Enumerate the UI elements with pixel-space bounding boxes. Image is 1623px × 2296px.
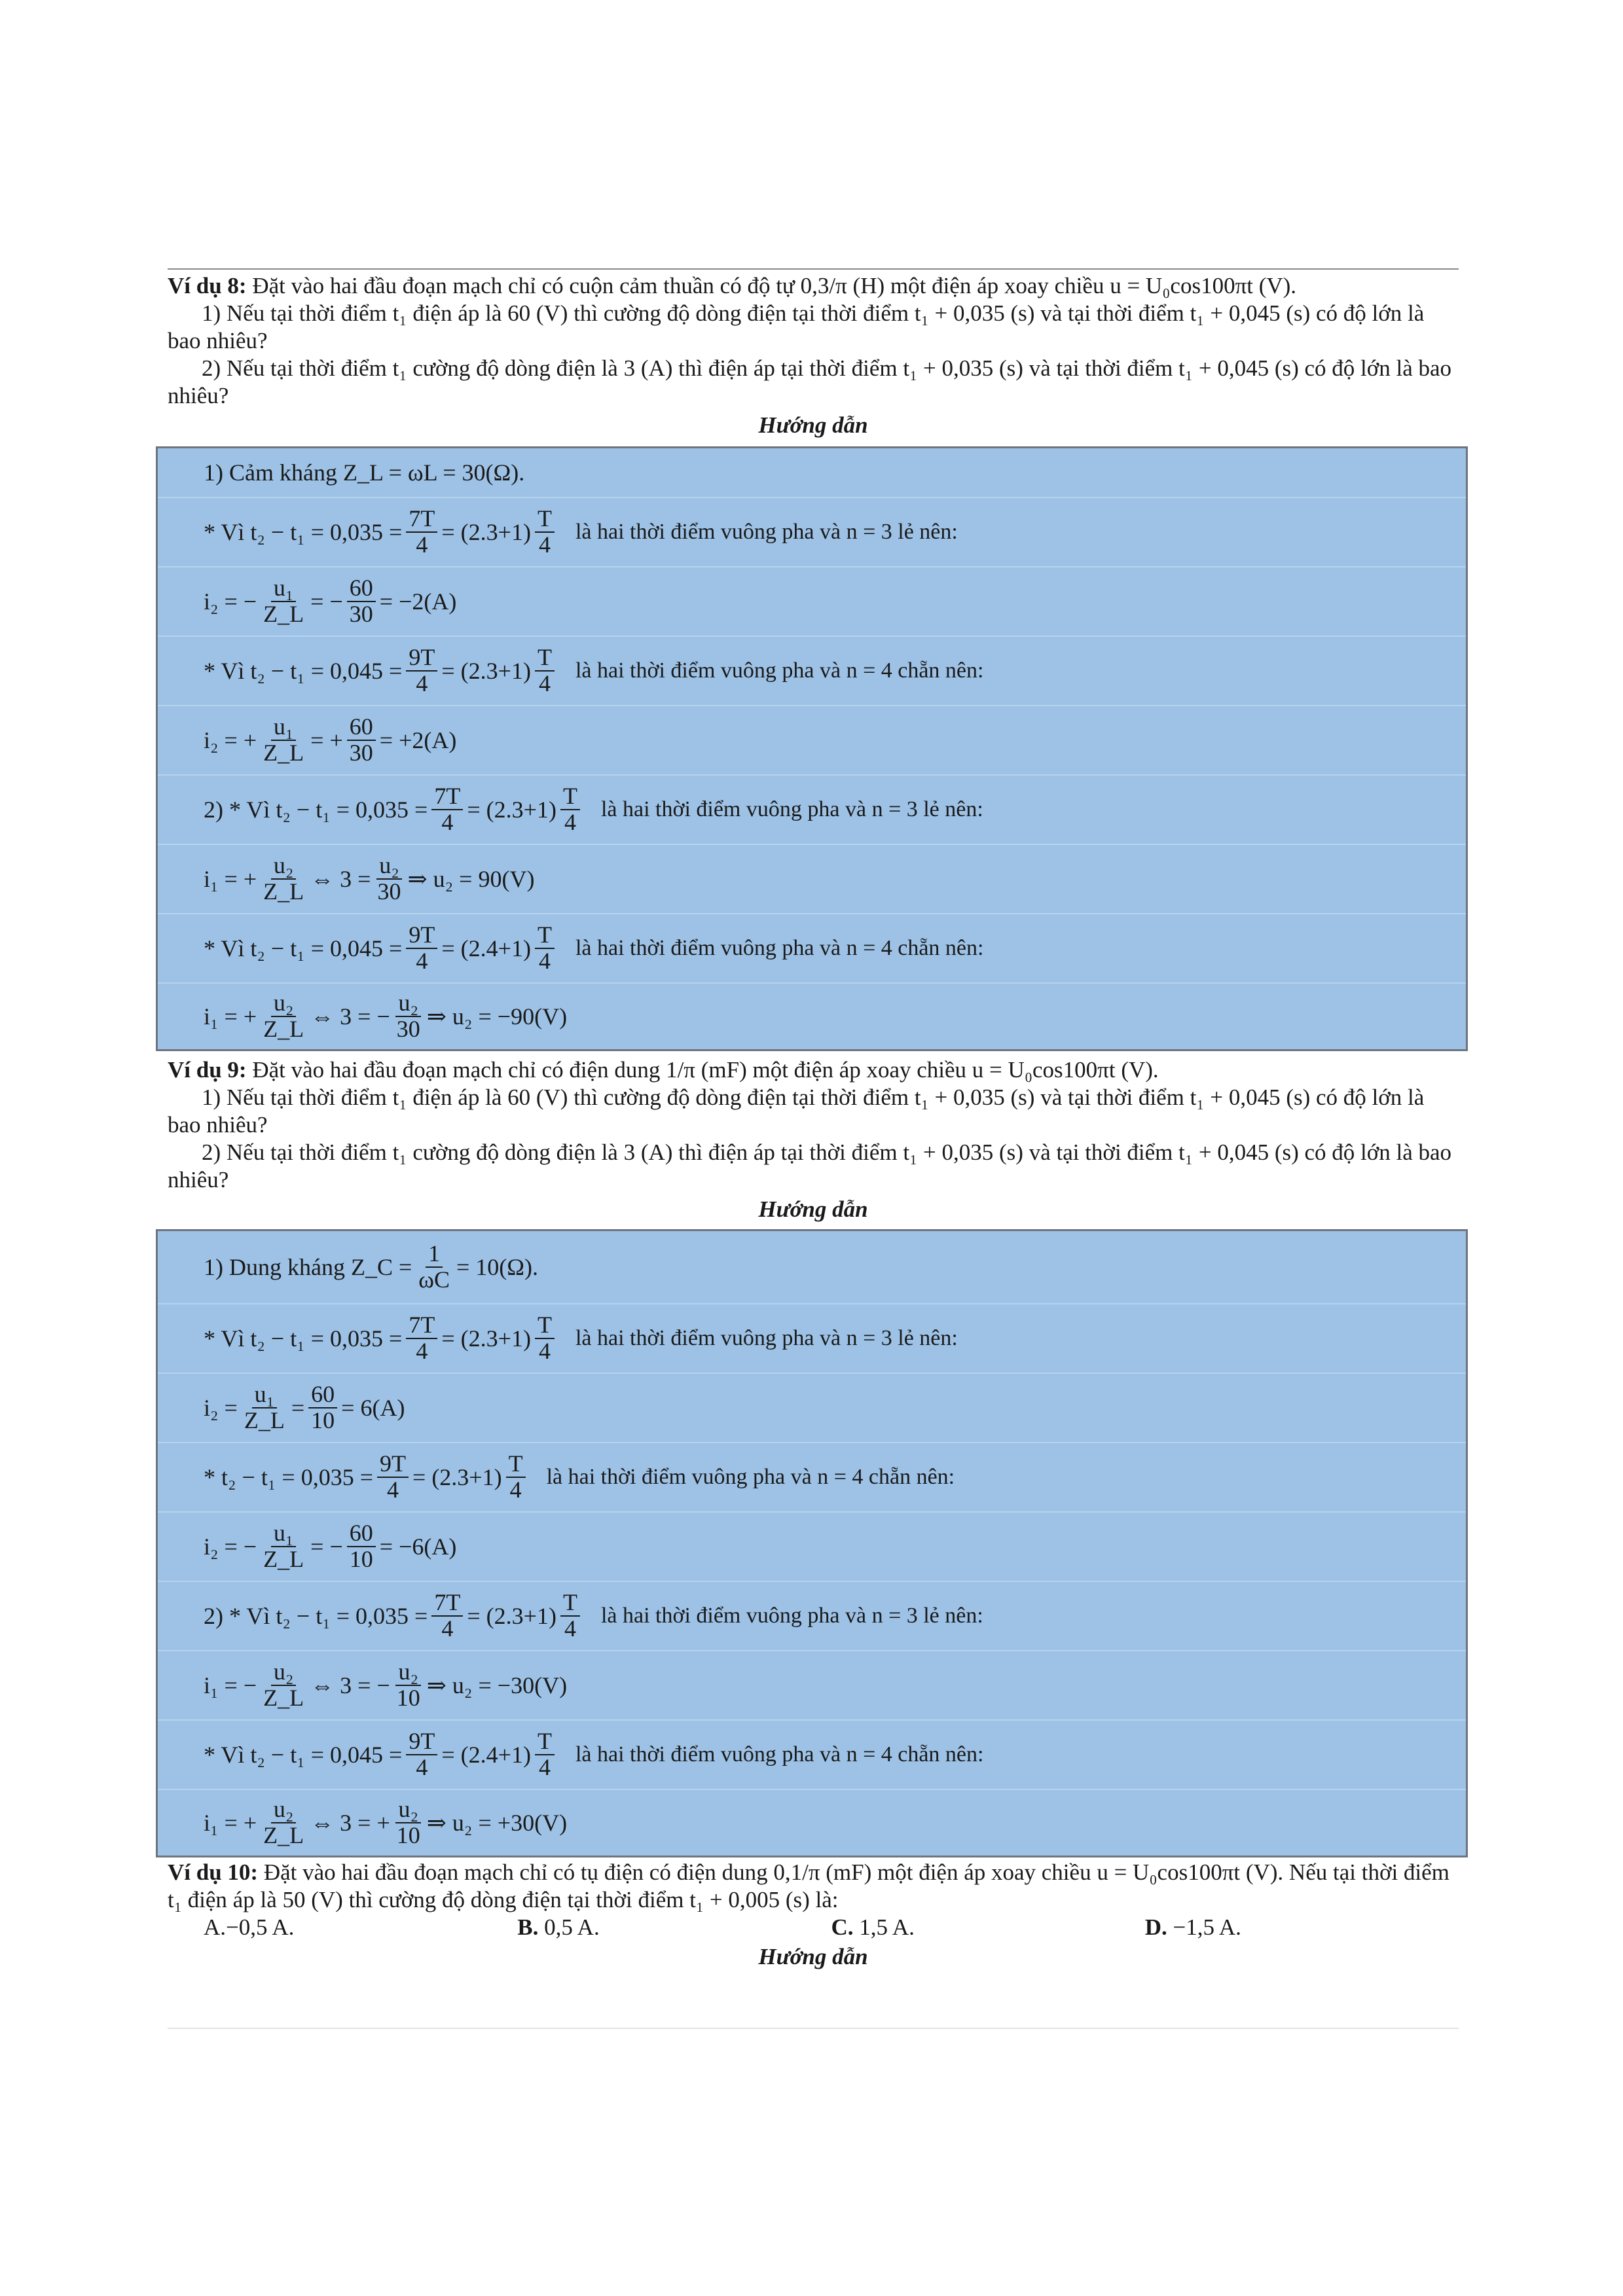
math-text: ⇒ u₂ = +30(V) xyxy=(426,1810,568,1836)
solution-row xyxy=(158,567,1466,637)
math-text: i₁ = + xyxy=(204,866,257,892)
solution-row xyxy=(158,1582,1466,1651)
math-text: i₁ = − xyxy=(204,1672,257,1698)
math-text: = (2.4+1) xyxy=(441,935,531,961)
math-text: 30 xyxy=(396,1016,420,1042)
math-text: là hai thời điểm vuông pha và n = 4 chẵn nên: xyxy=(575,658,984,683)
solution-row xyxy=(158,498,1466,567)
fraction xyxy=(261,853,306,905)
fraction xyxy=(347,715,376,766)
example-8-question-2: 2) Nếu tại thời điểm t₁ cường độ dòng điện là 3 (A) thì điện áp tại thời điểm t₁ + 0,035 (s) và tại thời điểm t₁ + 0,045 (s) có độ lớn là bao nhiêu? xyxy=(168,355,1452,408)
math-text: 60 xyxy=(347,1521,376,1547)
math-text: 9T xyxy=(377,1452,409,1478)
fraction xyxy=(416,1242,452,1293)
math-text: ωC xyxy=(418,1266,450,1293)
math-text: i₂ = + xyxy=(204,727,257,753)
math-text: = −2(A) xyxy=(379,588,457,615)
math-text: = (2.4+1) xyxy=(441,1742,531,1768)
math-text: u₂ xyxy=(271,1660,297,1686)
fraction xyxy=(377,1452,409,1503)
math-text: Z_L xyxy=(263,1546,304,1572)
math-text: 1) Cảm kháng Z_L = ωL = 30(Ω). xyxy=(204,459,525,486)
math-text: B. xyxy=(517,1914,539,1940)
fraction xyxy=(308,1382,337,1433)
math-text: 60 xyxy=(347,715,376,741)
math-text: Z_L xyxy=(263,1685,304,1711)
math-text: u₂ xyxy=(271,991,297,1017)
math-text: 4 xyxy=(441,809,454,835)
math-text: = (2.3+1) xyxy=(441,658,531,684)
math-text: D. xyxy=(1144,1914,1167,1940)
math-text: 9T xyxy=(406,645,437,672)
math-text: 7T xyxy=(406,1313,437,1339)
example-10-text: Đặt vào hai đầu đoạn mạch chỉ có tụ điện có điện dung 0,1/π (mF) một điện áp xoay chiều u = U₀cos100πt (V). Nếu tại thời điểm t₁ điện áp là 50 (V) thì cường độ dòng điện tại thời điểm t₁ + 0,005 (s) là: xyxy=(168,1859,1450,1912)
math-text: 4 xyxy=(416,1338,428,1364)
math-text: u₂ xyxy=(395,1797,421,1823)
fraction xyxy=(261,715,306,766)
math-text: 60 xyxy=(347,576,376,602)
fraction xyxy=(431,784,463,835)
solution-row xyxy=(158,1790,1466,1856)
example-8-text: Đặt vào hai đầu đoạn mạch chỉ có cuộn cảm thuần có độ tự 0,3/π (H) một điện áp xoay chiều u = U₀cos100πt (V). xyxy=(246,273,1297,298)
math-text: 30 xyxy=(377,878,401,905)
example-9-question-1: 1) Nếu tại thời điểm t₁ điện áp là 60 (V) thì cường độ dòng điện tại thời điểm t₁ + 0,035 (s) và tại thời điểm t₁ + 0,045 (s) có độ lớn là bao nhiêu? xyxy=(168,1085,1425,1138)
fraction xyxy=(261,1521,306,1572)
math-text: T xyxy=(560,784,580,810)
math-text: * Vì t₂ − t₁ = 0,035 = xyxy=(204,1325,403,1352)
fraction xyxy=(406,1313,437,1364)
solution-row xyxy=(158,914,1466,984)
solution-row xyxy=(158,984,1466,1049)
example-8-guide-heading: Hướng dẫn xyxy=(758,412,868,438)
math-text: = 10(Ω). xyxy=(456,1254,539,1280)
example-8-solution-box xyxy=(156,446,1468,1051)
math-text: là hai thời điểm vuông pha và n = 3 lẻ nên: xyxy=(575,1326,958,1350)
math-text: 4 xyxy=(416,531,428,558)
fraction xyxy=(431,1590,463,1641)
math-text: 4 xyxy=(564,1615,576,1641)
example-9-title: Ví dụ 9: xyxy=(168,1057,247,1083)
math-text: u₁ xyxy=(271,715,297,741)
math-text: Z_L xyxy=(263,1822,304,1848)
math-text: i₂ = − xyxy=(204,1534,257,1560)
math-text: 10 xyxy=(349,1546,373,1572)
math-text: 7T xyxy=(431,784,463,810)
fraction xyxy=(560,1590,580,1641)
math-text: 10 xyxy=(396,1685,420,1711)
math-text: = + xyxy=(310,727,343,753)
math-text: 30 xyxy=(349,601,373,627)
fraction xyxy=(261,576,306,627)
math-text: 4 xyxy=(416,948,428,974)
choice-c xyxy=(831,1914,1145,1941)
solution-row xyxy=(158,1304,1466,1374)
solution-row xyxy=(158,637,1466,706)
solution-row xyxy=(158,1513,1466,1582)
math-text: = − xyxy=(310,588,343,615)
fraction xyxy=(394,991,423,1042)
math-text: * t₂ − t₁ = 0,035 = xyxy=(204,1464,374,1490)
fraction xyxy=(535,645,555,696)
math-text: T xyxy=(535,507,555,533)
footer-rule xyxy=(168,2028,1459,2029)
example-9-guide-heading: Hướng dẫn xyxy=(758,1196,868,1222)
math-text: −0,5 A. xyxy=(226,1914,295,1940)
fraction xyxy=(374,853,403,905)
math-text: 4 xyxy=(538,531,551,558)
math-text: Z_L xyxy=(244,1407,285,1433)
solution-row xyxy=(158,845,1466,914)
choice-a xyxy=(204,1914,517,1941)
math-text: là hai thời điểm vuông pha và n = 4 chẵn nên: xyxy=(575,936,984,960)
fraction xyxy=(394,1660,423,1711)
math-text: Z_L xyxy=(263,878,304,905)
math-text: * Vì t₂ − t₁ = 0,045 = xyxy=(204,935,403,961)
math-text: 2) * Vì t₂ − t₁ = 0,035 = xyxy=(204,797,428,823)
math-text: u₁ xyxy=(271,576,297,602)
example-10-title: Ví dụ 10: xyxy=(168,1859,259,1885)
math-text: = − xyxy=(310,1534,343,1560)
fraction xyxy=(347,576,376,627)
math-text: C. xyxy=(831,1914,854,1940)
math-text: u₂ xyxy=(271,853,297,880)
math-text: 10 xyxy=(396,1822,420,1848)
math-text: = +2(A) xyxy=(379,727,457,753)
math-text: là hai thời điểm vuông pha và n = 3 lẻ nên: xyxy=(600,1604,983,1628)
math-text: T xyxy=(535,923,555,949)
fraction xyxy=(406,923,437,974)
math-text: i₁ = + xyxy=(204,1810,257,1836)
math-text: i₂ = − xyxy=(204,588,257,615)
example-9-solution-box xyxy=(156,1229,1468,1857)
fraction xyxy=(535,507,555,558)
math-text: T xyxy=(560,1590,580,1617)
math-text: là hai thời điểm vuông pha và n = 3 lẻ nên: xyxy=(575,520,958,544)
math-text: u₂ xyxy=(395,1660,421,1686)
math-text: Z_L xyxy=(263,1016,304,1042)
math-text: = xyxy=(291,1395,305,1421)
math-text: = (2.3+1) xyxy=(467,1603,556,1629)
fraction xyxy=(347,1521,376,1572)
math-text: = (2.3+1) xyxy=(412,1464,502,1490)
math-text: 4 xyxy=(416,670,428,696)
math-text: = (2.3+1) xyxy=(441,519,531,545)
fraction xyxy=(261,991,306,1042)
math-text: 60 xyxy=(308,1382,337,1408)
example-10-statement xyxy=(168,1859,1459,1971)
answer-choices xyxy=(168,1914,1459,1941)
solution-row xyxy=(158,1374,1466,1443)
math-text: ⇔ 3 = + xyxy=(310,1810,390,1836)
math-text: 4 xyxy=(538,670,551,696)
example-8-statement xyxy=(168,272,1459,440)
math-text: 9T xyxy=(406,1729,437,1755)
math-text: 4 xyxy=(441,1615,454,1641)
math-text: u₁ xyxy=(271,1521,297,1547)
example-9-statement xyxy=(168,1056,1459,1224)
math-text: u₂ xyxy=(376,853,402,880)
choice-d xyxy=(1145,1914,1459,1941)
math-text: 9T xyxy=(406,923,437,949)
math-text: 10 xyxy=(311,1407,335,1433)
example-9-text: Đặt vào hai đầu đoạn mạch chỉ có điện dung 1/π (mF) một điện áp xoay chiều u = U₀cos100πt (V). xyxy=(246,1057,1159,1083)
math-text: là hai thời điểm vuông pha và n = 3 lẻ nên: xyxy=(600,797,983,821)
solution-row xyxy=(158,1651,1466,1721)
math-text: u₁ xyxy=(252,1382,278,1408)
solution-row xyxy=(158,1721,1466,1790)
math-text: T xyxy=(506,1452,526,1478)
solution-row xyxy=(158,776,1466,845)
fraction xyxy=(261,1660,306,1711)
math-text: u₂ xyxy=(395,991,421,1017)
math-text: = 6(A) xyxy=(341,1395,405,1421)
math-text: ⇔ 3 = − xyxy=(310,1672,390,1698)
math-text: ⇔ 3 = − xyxy=(310,1003,390,1030)
fraction xyxy=(261,1797,306,1848)
math-text: u₂ xyxy=(271,1797,297,1823)
fraction xyxy=(535,1729,555,1780)
math-text: 7T xyxy=(431,1590,463,1617)
example-9-question-2: 2) Nếu tại thời điểm t₁ cường độ dòng điện là 3 (A) thì điện áp tại thời điểm t₁ + 0,035 (s) và tại thời điểm t₁ + 0,045 (s) có độ lớn là bao nhiêu? xyxy=(168,1139,1452,1193)
solution-row xyxy=(158,1231,1466,1304)
math-text: Z_L xyxy=(263,601,304,627)
math-text: là hai thời điểm vuông pha và n = 4 chẵn nên: xyxy=(575,1742,984,1767)
fraction xyxy=(535,1313,555,1364)
fraction xyxy=(560,784,580,835)
math-text: 4 xyxy=(538,1754,551,1780)
math-text: 4 xyxy=(509,1477,522,1503)
math-text: 30 xyxy=(349,740,373,766)
math-text: ⇒ u₂ = 90(V) xyxy=(407,866,535,892)
solution-row xyxy=(158,706,1466,776)
choice-b xyxy=(517,1914,831,1941)
math-text: = (2.3+1) xyxy=(441,1325,531,1352)
math-text: 4 xyxy=(538,948,551,974)
math-text: * Vì t₂ − t₁ = 0,045 = xyxy=(204,1742,403,1768)
math-text: 4 xyxy=(564,809,576,835)
math-text: ⇒ u₂ = −30(V) xyxy=(426,1672,568,1698)
header-rule xyxy=(168,268,1459,270)
math-text: T xyxy=(535,645,555,672)
math-text: 1 xyxy=(426,1242,443,1268)
math-text: T xyxy=(535,1313,555,1339)
example-8-title: Ví dụ 8: xyxy=(168,273,247,298)
fraction xyxy=(406,1729,437,1780)
fraction xyxy=(394,1797,423,1848)
math-text: ⇒ u₂ = −90(V) xyxy=(426,1003,568,1030)
math-text: * Vì t₂ − t₁ = 0,045 = xyxy=(204,658,403,684)
fraction xyxy=(406,645,437,696)
math-text: A. xyxy=(204,1914,227,1940)
math-text: 2) * Vì t₂ − t₁ = 0,035 = xyxy=(204,1603,428,1629)
math-text: 1,5 A. xyxy=(853,1914,915,1940)
math-text: = −6(A) xyxy=(379,1534,457,1560)
solution-row xyxy=(158,1443,1466,1513)
math-text: Z_L xyxy=(263,740,304,766)
fraction xyxy=(506,1452,526,1503)
math-text: T xyxy=(535,1729,555,1755)
fraction xyxy=(535,923,555,974)
example-8-question-1: 1) Nếu tại thời điểm t₁ điện áp là 60 (V) thì cường độ dòng điện tại thời điểm t₁ + 0,035 (s) và tại thời điểm t₁ + 0,045 (s) có độ lớn là bao nhiêu? xyxy=(168,300,1425,353)
fraction xyxy=(242,1382,287,1433)
math-text: 0,5 A. xyxy=(538,1914,600,1940)
math-text: i₁ = + xyxy=(204,1003,257,1030)
fraction xyxy=(406,507,437,558)
example-10-guide-heading: Hướng dẫn xyxy=(758,1944,868,1969)
math-text: 4 xyxy=(416,1754,428,1780)
math-text: 7T xyxy=(406,507,437,533)
math-text: ⇔ 3 = xyxy=(310,866,371,892)
math-text: là hai thời điểm vuông pha và n = 4 chẵn nên: xyxy=(546,1465,955,1489)
math-text: 1) Dung kháng Z_C = xyxy=(204,1254,412,1280)
math-text: * Vì t₂ − t₁ = 0,035 = xyxy=(204,519,403,545)
math-text: = (2.3+1) xyxy=(467,797,556,823)
math-text: 4 xyxy=(538,1338,551,1364)
math-text: −1,5 A. xyxy=(1167,1914,1241,1940)
solution-row xyxy=(158,448,1466,498)
math-text: i₂ = xyxy=(204,1395,238,1421)
math-text: 4 xyxy=(387,1477,399,1503)
